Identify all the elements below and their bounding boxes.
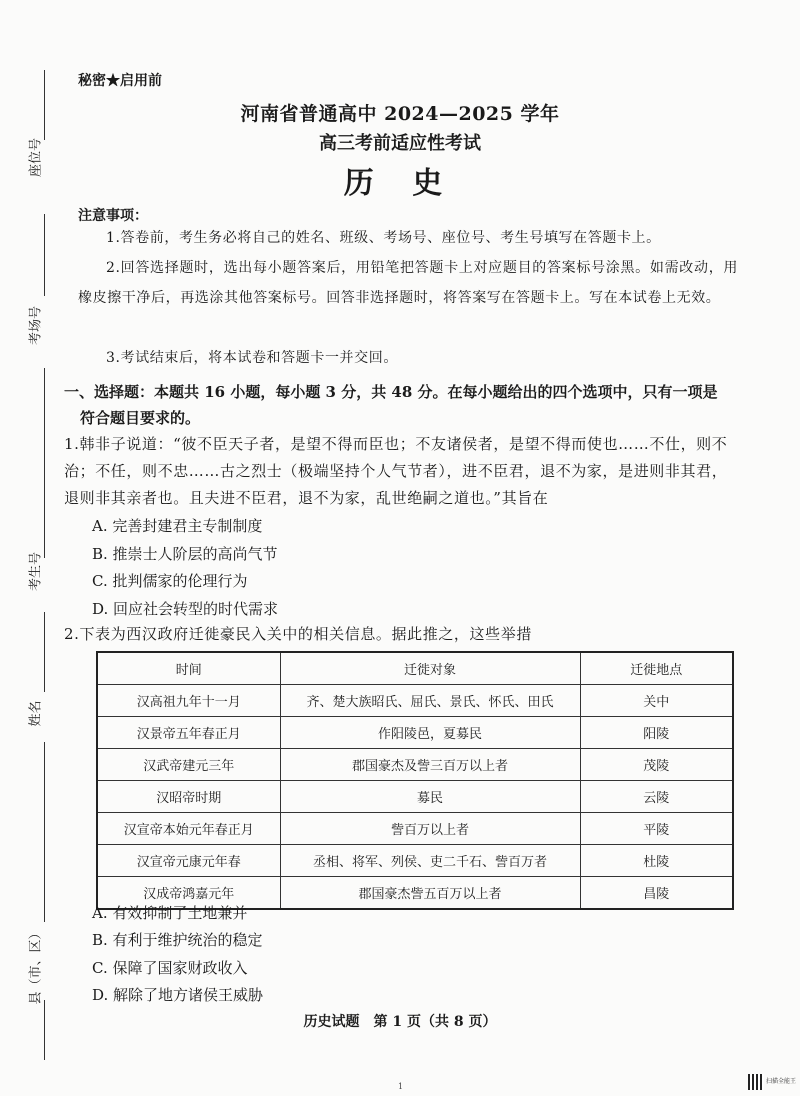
section-heading-line1: 一、选择题：本题共 16 小题，每小题 3 分，共 48 分。在每小题给出的四个选项中，只有一项是 [64,383,718,401]
exam-room-label: 考场号 [28,306,44,346]
notice-item-1: 1.答卷前，考生务必将自己的姓名、班级、考场号、座位号、考生号填写在答题卡上。 [106,230,661,246]
notice-item-3: 3.考试结束后，将本试卷和答题卡一并交回。 [106,350,398,366]
migration-table [96,651,734,910]
notice-item-2: 2.回答选择题时，选出每小题答案后，用铅笔把答题卡上对应题目的答案标号涂黑。如需改动，用橡皮擦干净后，再选涂其他答案标号。回答非选择题时，将答案写在答题卡上。写在本试卷上无效。 [78,260,738,306]
notice-heading: 注意事项： [78,208,148,224]
county-label: 县（市、区） [28,926,44,1005]
table-header-cell: 迁徙对象 [280,652,580,685]
table-cell: 云陵 [580,781,733,813]
question-2-option-c: C. 保障了国家财政收入 [92,959,248,977]
question-2-option-a: A. 有效抑制了土地兼并 [92,904,248,922]
table-header-row [97,652,733,685]
table-row [97,845,733,877]
section-heading-line2: 符合题目要求的。 [80,409,201,427]
table-cell: 关中 [580,685,733,717]
table-header-cell: 时间 [97,652,280,685]
table-cell: 汉景帝五年春正月 [97,717,280,749]
table-cell: 汉宣帝元康元年春 [97,845,280,877]
table-row [97,749,733,781]
table-cell: 汉武帝建元三年 [97,749,280,781]
question-1-option-d: D. 回应社会转型的时代需求 [92,600,279,618]
question-1-option-a: A. 完善封建君主专制制度 [92,517,263,535]
candidate-number-label: 考生号 [28,552,44,592]
table-row [97,813,733,845]
table-cell: 訾百万以上者 [280,813,580,845]
page-footer: 历史试题 第 1 页（共 8 页） [303,1014,497,1030]
table-cell: 阳陵 [580,717,733,749]
scanner-watermark: 扫描全能王 [766,1078,797,1085]
exam-title-line2: 高三考前适应性考试 [319,133,481,154]
margin-line-4 [44,612,45,692]
table-cell: 汉宣帝本始元年春正月 [97,813,280,845]
margin-line-5 [44,742,45,922]
question-1-option-b: B. 推崇士人阶层的高尚气节 [92,545,278,563]
table-cell: 丞相、将军、列侯、吏二千石、訾百万者 [280,845,580,877]
page-mark: 1 [398,1082,404,1091]
table-cell: 作阳陵邑，夏募民 [280,717,580,749]
table-cell: 郡国豪杰訾五百万以上者 [280,877,580,910]
table-header-cell: 迁徙地点 [580,652,733,685]
seat-number-label: 座位号 [28,138,44,178]
table-row [97,685,733,717]
table-cell: 昌陵 [580,877,733,910]
question-2-stem: 2.下表为西汉政府迁徙豪民入关中的相关信息。据此推之，这些举措 [64,625,532,643]
table-cell: 杜陵 [580,845,733,877]
table-cell: 汉成帝鸿嘉元年 [97,877,280,910]
table-cell: 平陵 [580,813,733,845]
name-label: 姓名 [28,700,44,727]
margin-line-2 [44,214,45,296]
margin-line-3 [44,368,45,558]
confidential-mark: 秘密★启用前 [78,73,162,89]
scanner-qr-icon [748,1074,764,1090]
exam-title-line1: 河南省普通高中 2024—2025 学年 [240,103,560,125]
table-cell: 汉昭帝时期 [97,781,280,813]
table-cell: 茂陵 [580,749,733,781]
table-row [97,781,733,813]
table-cell: 郡国豪杰及訾三百万以上者 [280,749,580,781]
question-1-stem: 1.韩非子说道：“彼不臣天子者，是望不得而臣也；不友诸侯者，是望不得而使也……不仕，则不治；不任，则不忠……古之烈士（极端坚持个人气节者），进不臣君，退不为家，是进则非其君，退则非其亲者也。且夫进不臣君，退不为家，乱世绝嗣之道也。”其旨在 [64,435,728,507]
table-cell: 募民 [280,781,580,813]
table-cell: 汉高祖九年十一月 [97,685,280,717]
question-1-option-c: C. 批判儒家的伦理行为 [92,572,248,590]
question-2-option-d: D. 解除了地方诸侯王威胁 [92,986,264,1004]
subject-title: 历 史 [343,166,457,201]
question-2-option-b: B. 有利于维护统治的稳定 [92,931,263,949]
table-cell: 齐、楚大族昭氏、屈氏、景氏、怀氏、田氏 [280,685,580,717]
table-row [97,717,733,749]
section-heading [64,379,740,431]
